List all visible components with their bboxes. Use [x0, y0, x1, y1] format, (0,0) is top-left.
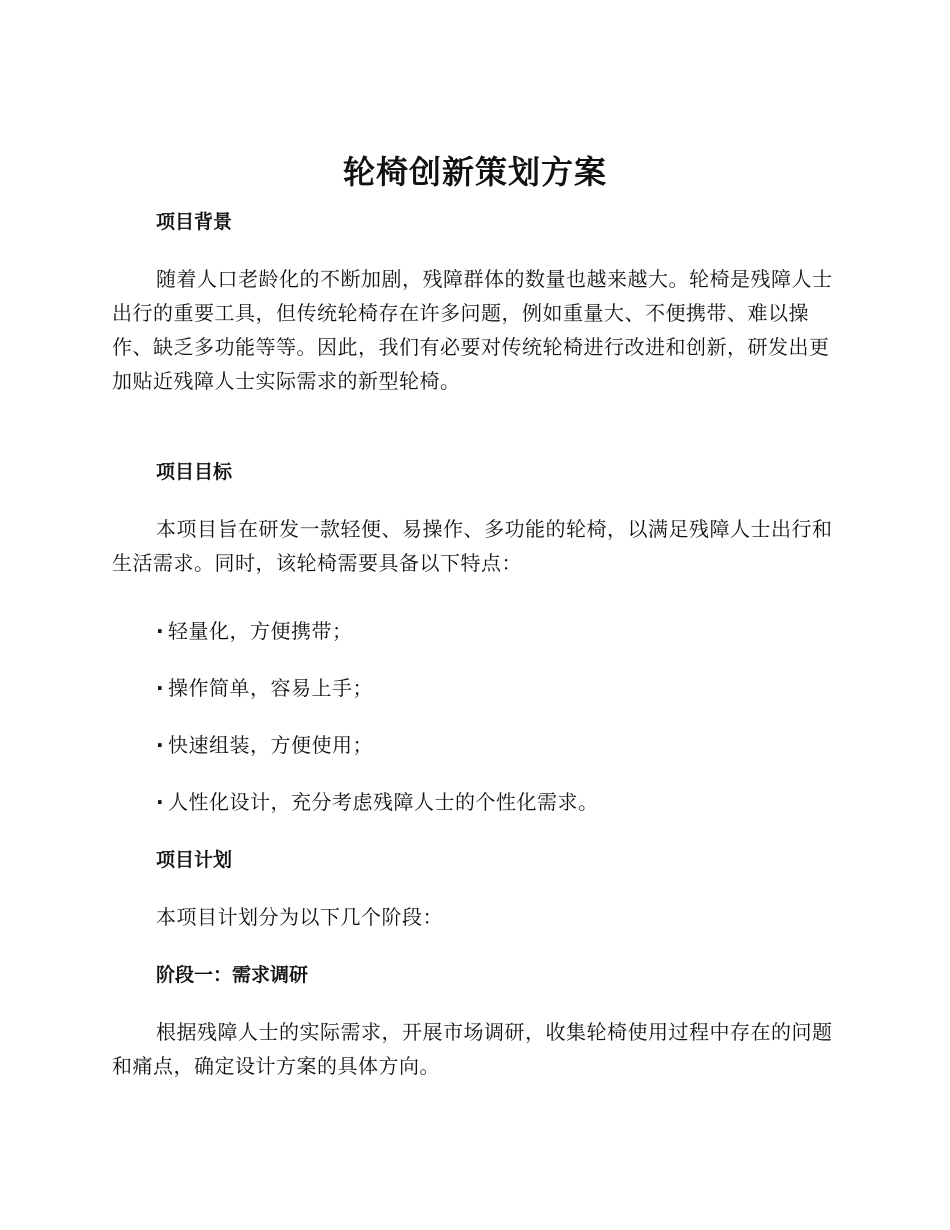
- goal-paragraph: 本项目旨在研发一款轻便、易操作、多功能的轮椅，以满足残障人士出行和生活需求。同时，该轮椅需要具备以下特点：: [112, 517, 833, 575]
- bullet-icon: ·: [156, 676, 165, 700]
- list-item: [156, 731, 373, 759]
- bullet-icon: ·: [156, 733, 165, 757]
- section-heading-background: 项目背景: [156, 211, 233, 233]
- bullet-icon: ·: [156, 619, 165, 643]
- list-item-text: 操作简单，容易上手；: [168, 676, 373, 700]
- background-paragraph: 随着人口老龄化的不断加剧，残障群体的数量也越来越大。轮椅是残障人士出行的重要工具，但传统轮椅存在许多问题，例如重量大、不便携带、难以操作、缺乏多功能等等。因此，我们有必要对传统轮椅进行改进和创新，研发出更加贴近残障人士实际需求的新型轮椅。: [112, 267, 833, 393]
- list-item-text: 人性化设计，充分考虑残障人士的个性化需求。: [168, 790, 599, 814]
- stage-paragraph: 根据残障人士的实际需求，开展市场调研，收集轮椅使用过程中存在的问题和痛点，确定设计方案的具体方向。: [112, 1020, 833, 1078]
- plan-intro: 本项目计划分为以下几个阶段：: [156, 905, 443, 929]
- section-heading-plan: 项目计划: [156, 849, 233, 871]
- stage-heading: 阶段一：需求调研: [156, 964, 309, 986]
- list-item: [156, 788, 599, 816]
- list-item-text: 快速组装，方便使用；: [168, 733, 373, 757]
- list-item-text: 轻量化，方便携带；: [168, 619, 353, 643]
- section-heading-goal: 项目目标: [156, 461, 233, 483]
- document-title: 轮椅创新策划方案: [342, 153, 607, 191]
- list-item: [156, 617, 353, 645]
- list-item: [156, 674, 373, 702]
- bullet-icon: ·: [156, 790, 165, 814]
